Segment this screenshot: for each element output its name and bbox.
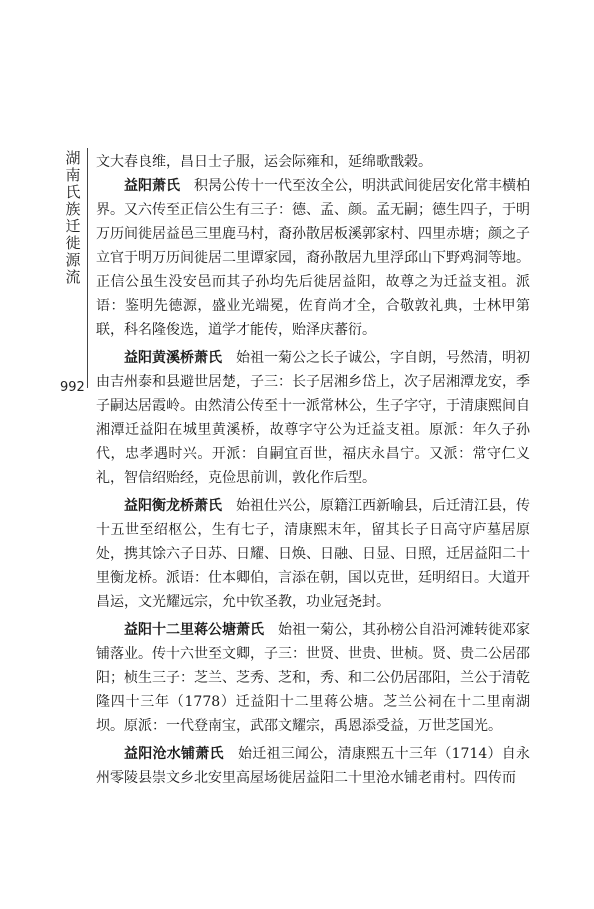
section-heading: 益阳沧水铺萧氏 xyxy=(124,746,224,762)
paragraph xyxy=(96,174,530,342)
paragraph xyxy=(96,618,530,738)
section-heading: 益阳黄溪桥萧氏 xyxy=(124,350,222,366)
paragraph-text: 始祖仕兴公，原籍江西新喻县，后迁清江县，传十五世至绍枢公，生有七子，清康熙末年，留其长子日高守庐墓居原处，携其馀六子日苏、日耀、日焕、日融、日显、日照，迁居益阳二十里衡龙桥。派语：仕本卿伯，言添在朝，国以克世，廷明绍日。大道开昌运，文光耀远宗，允中钦圣教，功业冠尧封。 xyxy=(96,498,530,610)
paragraph-text: 积昺公传十一代至汝全公，明洪武间徙居安化常丰横柏界。又六传至正信公生有三子：德、孟、颜。孟无嗣；德生四子，于明万历间徙居益邑三里鹿马村，裔孙散居板溪郭家村、四里赤塘；颜之子立官于明万历间徙居二里谭家园，裔孙散居九里浮邱山下野鸡洞等地。正信公虽生没安邑而其子孙均先后徙居益阳，故尊之为迁益支祖。派语：鉴明先德源，盛业光端冕，佐育尚才全，合敬敦礼典，士林甲第联，科名隆俊选，道学才能传，贻泽庆蕃衍。 xyxy=(96,178,530,338)
paragraph-text: 始祖一菊公，其孙榜公自沿河滩转徙邓家铺落业。传十六世至文卿，子三：世贤、世贵、世桢。贤、贵二公居邵阳；桢生三子：芝兰、芝秀、芝和，秀、和二公仍居邵阳，兰公于清乾隆四十三年（1778）迁益阳十二里蒋公塘。芝兰公祠在十二里南湖坝。原派：一代登南宝，武邵文耀宗，禹恩添受益，万世芝国光。 xyxy=(96,622,530,734)
paragraph xyxy=(96,742,530,790)
section-heading: 益阳萧氏 xyxy=(124,178,180,194)
paragraph xyxy=(96,346,530,490)
running-title: 湖南氏族迁徙源流 xyxy=(65,149,81,286)
section-heading: 益阳十二里蒋公塘萧氏 xyxy=(124,622,264,638)
paragraph-text: 始迁祖三闻公，清康熙五十三年（1714）自永州零陵县崇文乡北安里高屋场徙居益阳二十里沧水铺老甫村。四传而 xyxy=(96,746,530,786)
page-number: 992 xyxy=(60,380,85,395)
paragraph-text: 始祖一菊公之长子诚公，字自朗，号然清，明初由吉州泰和县避世居楚，子三：长子居湘乡岱上，次子居湘潭龙安，季子嗣达居霞岭。由然清公传至十一派常林公，生子字守，于清康熙间自湘潭迁益阳在城里黄溪桥，故尊字守公为迁益支祖。原派：年久子孙代，忠孝遇时兴。开派：自嗣宜百世，福庆永昌宁。又派：常守仁义礼，智信绍贻经，克俭思前训，敦化作后型。 xyxy=(96,350,530,486)
section-heading: 益阳衡龙桥萧氏 xyxy=(124,498,222,514)
margin-rule xyxy=(87,148,88,388)
body-text xyxy=(96,150,530,790)
paragraph-text: 文大春良维，昌日士子服，运会际雍和，延绵歌戬榖。 xyxy=(96,154,432,170)
paragraph xyxy=(96,150,530,174)
paragraph xyxy=(96,494,530,614)
